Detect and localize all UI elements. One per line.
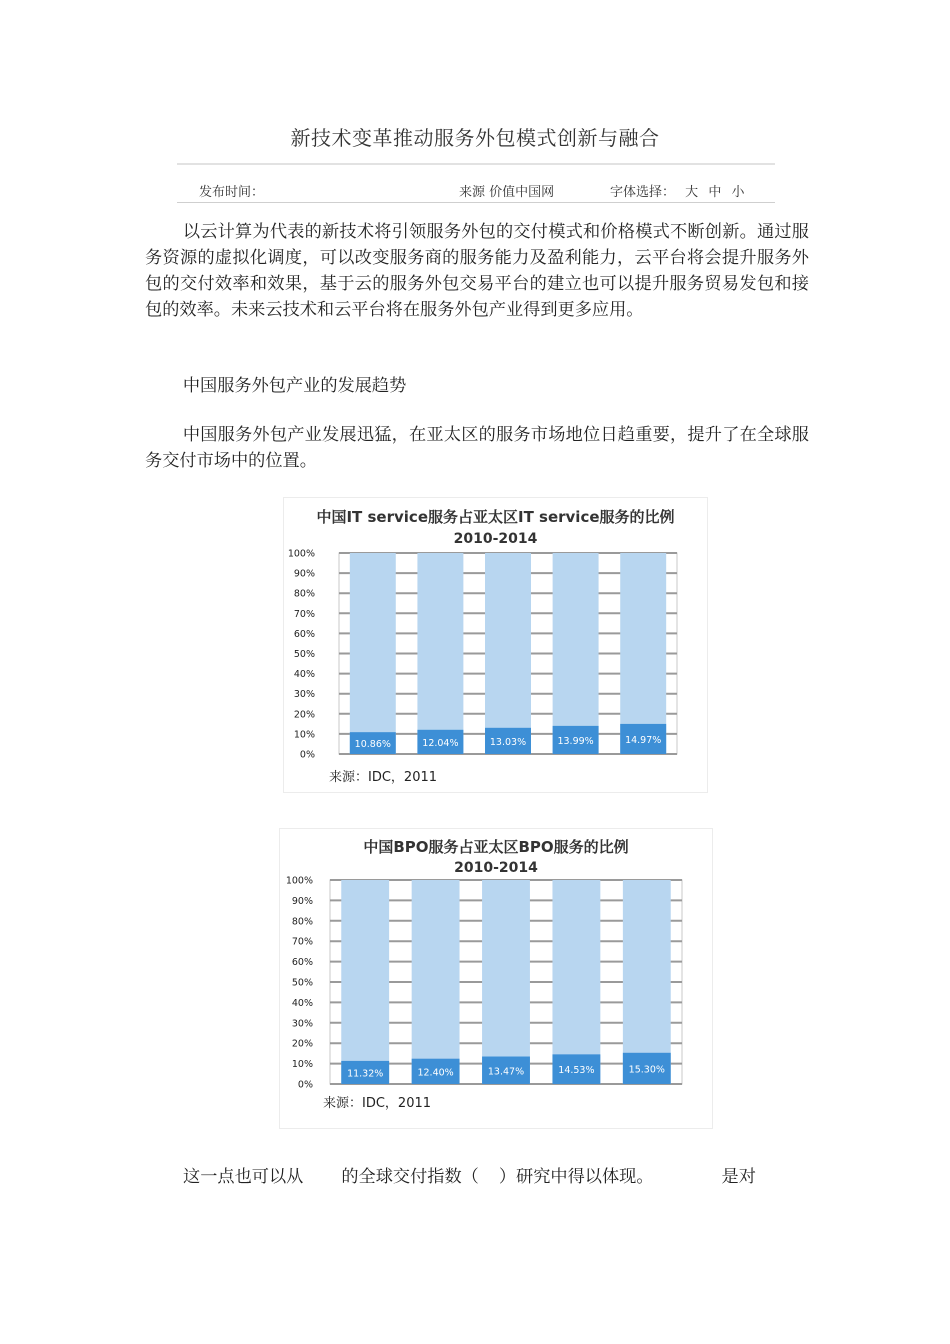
data-label: 13.99% — [557, 735, 594, 747]
y-tick-label: 100% — [287, 548, 315, 560]
y-tick-label: 100% — [285, 875, 313, 887]
final-text-4: 是对 — [721, 1167, 756, 1187]
bar-base — [552, 880, 600, 1084]
data-label: 14.97% — [625, 734, 662, 746]
chart-title: 中国BPO服务占亚太区BPO服务的比例 — [363, 838, 629, 856]
y-tick-label: 30% — [293, 689, 315, 701]
article-title: 新技术变革推动服务外包模式创新与融合 — [290, 126, 660, 150]
bar-base — [620, 553, 666, 754]
bar-base — [341, 880, 389, 1084]
y-tick-label: 80% — [291, 916, 313, 928]
data-label: 13.03% — [489, 736, 527, 748]
font-selector — [610, 181, 744, 200]
data-label: 15.30% — [628, 1064, 665, 1076]
y-tick-label: 60% — [293, 628, 315, 640]
chart-svg — [279, 828, 713, 1129]
data-label: 11.32% — [347, 1068, 384, 1080]
y-tick-label: 20% — [293, 709, 315, 721]
y-tick-label: 90% — [291, 895, 313, 907]
chart-svg — [283, 497, 708, 793]
chart-subtitle: 2010-2014 — [454, 860, 538, 876]
meta-divider — [177, 202, 775, 203]
paragraph-market: 中国服务外包产业发展迅猛，在亚太区的服务市场地位日趋重要，提升了在全球服务交付市场中的位置。 — [145, 425, 809, 471]
y-tick-label: 10% — [291, 1059, 313, 1071]
data-label: 12.40% — [417, 1067, 454, 1079]
paragraph-intro: 以云计算为代表的新技术将引领服务外包的交付模式和价格模式不断创新。通过服务资源的虚拟化调度，可以改变服务商的服务能力及盈利能力，云平台将会提升服务外包的交付效率和效果，基于云的服务外包交易平台的建立也可以提升服务贸易发包和接包的效率。未来云技术和云平台将在服务外包产业得到更多应用。 — [145, 222, 809, 320]
y-tick-label: 10% — [293, 729, 315, 741]
y-tick-label: 40% — [293, 669, 315, 681]
section-heading: 中国服务外包产业的发展趋势 — [182, 376, 407, 396]
data-label: 12.04% — [422, 737, 459, 749]
chart-title: 中国IT service服务占亚太区IT service服务的比例 — [316, 508, 675, 526]
y-tick-label: 0% — [297, 1079, 313, 1091]
publish-time-label: 发布时间： — [199, 185, 265, 200]
y-tick-label: 70% — [291, 936, 313, 948]
y-tick-label: 0% — [299, 749, 315, 761]
font-size-large-link[interactable]: 大 — [685, 185, 699, 200]
y-tick-label: 50% — [291, 977, 313, 989]
data-label: 10.86% — [354, 739, 391, 751]
y-tick-label: 30% — [291, 1018, 313, 1030]
bar-base — [482, 880, 530, 1084]
data-label: 14.53% — [558, 1065, 595, 1077]
chart-bpo — [279, 828, 713, 1129]
chart-subtitle: 2010-2014 — [453, 531, 538, 547]
y-tick-label: 20% — [291, 1038, 313, 1050]
bar-base — [412, 880, 460, 1084]
title-divider — [177, 163, 775, 165]
font-selector-label: 字体选择： — [610, 185, 676, 200]
y-tick-label: 40% — [291, 997, 313, 1009]
paragraph-final — [183, 1164, 809, 1190]
y-tick-label: 90% — [293, 568, 315, 580]
bar-base — [417, 553, 463, 754]
chart-source: 来源：IDC，2011 — [323, 1096, 432, 1111]
chart-source: 来源：IDC，2011 — [329, 770, 438, 785]
y-tick-label: 60% — [291, 957, 313, 969]
final-text-3: ）研究中得以体现。 — [498, 1167, 654, 1187]
bar-base — [350, 553, 396, 754]
bar-base — [485, 553, 531, 754]
source-text: 来源 价值中国网 — [459, 185, 555, 200]
y-tick-label: 70% — [293, 608, 315, 620]
font-size-medium-link[interactable]: 中 — [708, 185, 722, 200]
final-text-2: 的全球交付指数（ — [341, 1167, 479, 1187]
y-tick-label: 50% — [293, 649, 315, 660]
final-text-1: 这一点也可以从 — [183, 1167, 304, 1187]
chart-it-service — [283, 497, 708, 793]
y-tick-label: 80% — [293, 588, 315, 600]
font-size-small-link[interactable]: 小 — [731, 185, 745, 200]
bar-base — [553, 553, 599, 754]
data-label: 13.47% — [487, 1066, 525, 1078]
